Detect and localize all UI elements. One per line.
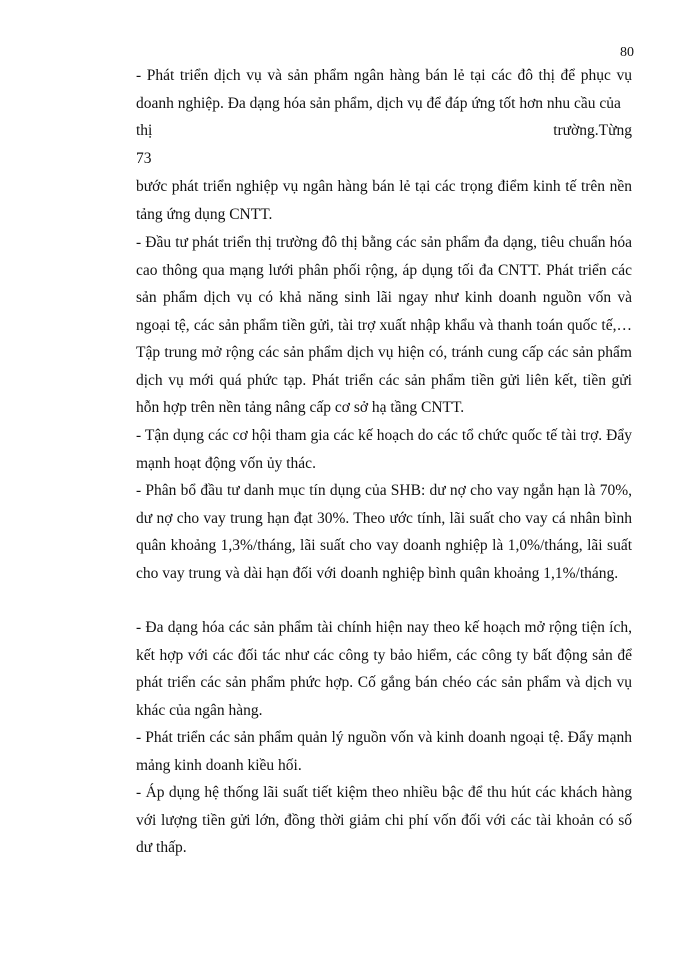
split-justified-line bbox=[136, 117, 632, 145]
paragraph-retail-urban-intro: - Phát triển dịch vụ và sản phẩm ngân hàng bán lẻ tại các đô thị để phục vụ doanh nghiệp. Đa dạng hóa sản phẩm, dịch vụ để đáp ứng tốt hơn nhu cầu của bbox=[136, 67, 632, 112]
paragraph-capital-fx: - Phát triển các sản phẩm quản lý nguồn vốn và kinh doanh ngoại tệ. Đẩy mạnh mảng kinh doanh kiều hối. bbox=[136, 729, 632, 774]
paragraph-urban-market-investment: - Đầu tư phát triển thị trường đô thị bằng các sản phẩm đa dạng, tiêu chuẩn hóa cao thông qua mạng lưới phân phối rộng, áp dụng tối đa CNTT. Phát triển các sản phẩm dịch vụ có khả năng sinh lãi ngay như kinh doanh nguồn vốn và ngoại tệ, các sản phẩm tiền gửi, tài trợ xuất nhập khẩu và thanh toán quốc tế,…Tập trung mở rộng các sản phẩm dịch vụ hiện có, tránh cung cấp các sản phẩm dịch vụ mới quá phức tạp. Phát triển các sản phẩm tiền gửi liên kết, tiền gửi hỗn hợp trên nền tảng nâng cấp cơ sở hạ tầng CNTT. bbox=[136, 234, 632, 416]
split-line-right-word: trường.Từng bbox=[553, 122, 632, 139]
paragraph-tiered-interest: - Áp dụng hệ thống lãi suất tiết kiệm theo nhiều bậc để thu hút các khách hàng với lượng tiền gửi lớn, đồng thời giảm chi phí vốn đối với các tài khoản có số dư thấp. bbox=[136, 784, 632, 856]
page-number: 80 bbox=[620, 45, 634, 60]
paragraph-financial-products: - Đa dạng hóa các sản phẩm tài chính hiện nay theo kế hoạch mở rộng tiện ích, kết hợp với các đối tác như các công ty bảo hiểm, các công ty bất động sản để phát triển các sản phẩm phức hợp. Cố gắng bán chéo các sản phẩm và dịch vụ khác của ngân hàng. bbox=[136, 619, 632, 719]
paragraph-retail-urban-continue: bước phát triển nghiệp vụ ngân hàng bán lẻ tại các trọng điểm kinh tế trên nền tảng ứng dụng CNTT. bbox=[136, 178, 632, 223]
paragraph-international-programs: - Tận dụng các cơ hội tham gia các kế hoạch do các tổ chức quốc tế tài trợ. Đẩy mạnh hoạt động vốn ủy thác. bbox=[136, 427, 632, 472]
paragraph-credit-portfolio: - Phân bổ đầu tư danh mục tín dụng của SHB: dư nợ cho vay ngắn hạn là 70%, dư nợ cho vay trung hạn đạt 30%. Theo ước tính, lãi suất cho vay cá nhân bình quân khoảng 1,3%/tháng, lãi suất cho vay doanh nghiệp là 1,0%/tháng, lãi suất cho vay trung và dài hạn đối với doanh nghiệp bình quân khoảng 1,1%/tháng. bbox=[136, 482, 632, 582]
stray-page-number: 73 bbox=[136, 150, 152, 167]
split-line-left-word: thị bbox=[136, 122, 153, 139]
